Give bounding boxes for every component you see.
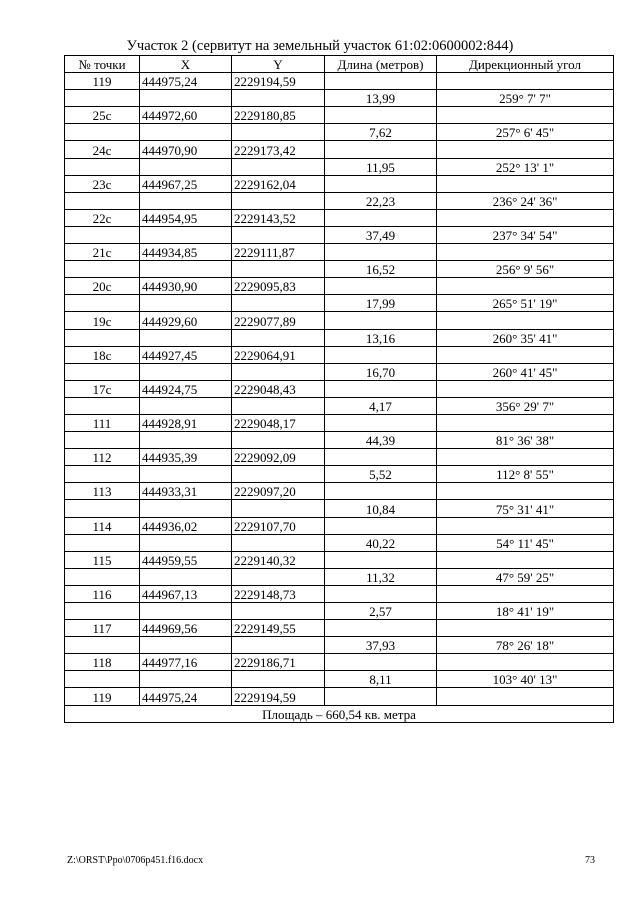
segment-angle: 47° 59' 25" [437,568,614,585]
point-x: 444959,55 [140,551,232,568]
empty-cell [65,158,140,175]
header-y: Y [232,56,325,73]
table-row [65,175,614,192]
segment-length: 7,62 [325,124,437,141]
segment-length: 13,16 [325,329,437,346]
table-row [65,483,614,500]
table-body [65,73,614,705]
segment-row [65,603,614,620]
point-number: 119 [65,73,140,90]
table-title: Участок 2 (сервитут на земельный участок 61:02:0600002:844) [126,38,514,54]
segment-length: 8,11 [325,671,437,688]
segment-angle: 257° 6' 45" [437,124,614,141]
empty-cell [437,244,614,261]
empty-cell [232,363,325,380]
segment-row [65,295,614,312]
empty-cell [437,483,614,500]
segment-row [65,671,614,688]
table-row [65,278,614,295]
segment-length: 10,84 [325,500,437,517]
empty-cell [232,192,325,209]
point-x: 444975,24 [140,73,232,90]
empty-cell [437,414,614,431]
table-row [65,517,614,534]
empty-cell [65,363,140,380]
point-number: 113 [65,483,140,500]
point-x: 444934,85 [140,244,232,261]
empty-cell [65,295,140,312]
empty-cell [65,534,140,551]
segment-angle: 260° 35' 41" [437,329,614,346]
point-x: 444930,90 [140,278,232,295]
segment-row [65,466,614,483]
empty-cell [140,158,232,175]
empty-cell [325,175,437,192]
segment-length: 11,95 [325,158,437,175]
segment-angle: 260° 41' 45" [437,363,614,380]
point-y: 2229095,83 [232,278,325,295]
empty-cell [325,209,437,226]
empty-cell [325,585,437,602]
empty-cell [140,671,232,688]
empty-cell [140,397,232,414]
segment-angle: 81° 36' 38" [437,432,614,449]
point-x: 444972,60 [140,107,232,124]
point-number: 17с [65,380,140,397]
empty-cell [140,226,232,243]
segment-row [65,500,614,517]
empty-cell [325,551,437,568]
empty-cell [140,192,232,209]
segment-length: 16,52 [325,261,437,278]
empty-cell [437,278,614,295]
point-x: 444929,60 [140,312,232,329]
empty-cell [65,192,140,209]
empty-cell [65,432,140,449]
empty-cell [232,603,325,620]
empty-cell [325,380,437,397]
empty-cell [325,73,437,90]
point-number: 115 [65,551,140,568]
empty-cell [232,534,325,551]
table-row [65,312,614,329]
point-number: 24с [65,141,140,158]
empty-cell [325,414,437,431]
empty-cell [437,346,614,363]
empty-cell [65,329,140,346]
table-row [65,654,614,671]
empty-cell [437,380,614,397]
point-x: 444977,16 [140,654,232,671]
segment-row [65,534,614,551]
empty-cell [65,568,140,585]
empty-cell [140,329,232,346]
empty-cell [232,261,325,278]
empty-cell [437,209,614,226]
point-y: 2229173,42 [232,141,325,158]
empty-cell [325,654,437,671]
header-point-number: № точки [65,56,140,73]
empty-cell [325,688,437,705]
empty-cell [65,261,140,278]
footer-page-number: 73 [585,855,595,866]
point-x: 444928,91 [140,414,232,431]
table-row [65,244,614,261]
empty-cell [140,363,232,380]
point-number: 21с [65,244,140,261]
segment-row [65,637,614,654]
point-y: 2229092,09 [232,449,325,466]
point-x: 444933,31 [140,483,232,500]
point-y: 2229048,43 [232,380,325,397]
header-row [65,56,614,73]
point-number: 19с [65,312,140,329]
point-y: 2229140,32 [232,551,325,568]
empty-cell [140,637,232,654]
table-row [65,107,614,124]
empty-cell [140,568,232,585]
table-row [65,141,614,158]
empty-cell [437,175,614,192]
segment-length: 13,99 [325,90,437,107]
point-y: 2229194,59 [232,73,325,90]
table-row [65,551,614,568]
point-y: 2229111,87 [232,244,325,261]
point-x: 444936,02 [140,517,232,534]
empty-cell [325,449,437,466]
empty-cell [437,688,614,705]
point-number: 25с [65,107,140,124]
empty-cell [65,226,140,243]
point-x: 444927,45 [140,346,232,363]
segment-angle: 237° 34' 54" [437,226,614,243]
empty-cell [232,397,325,414]
table-row [65,449,614,466]
segment-angle: 54° 11' 45" [437,534,614,551]
empty-cell [65,90,140,107]
segment-row [65,124,614,141]
point-x: 444975,24 [140,688,232,705]
point-x: 444924,75 [140,380,232,397]
empty-cell [232,158,325,175]
empty-cell [325,278,437,295]
segment-angle: 236° 24' 36" [437,192,614,209]
empty-cell [437,551,614,568]
empty-cell [140,124,232,141]
empty-cell [140,534,232,551]
table-row [65,620,614,637]
empty-cell [437,654,614,671]
empty-cell [437,517,614,534]
point-x: 444970,90 [140,141,232,158]
segment-length: 22,23 [325,192,437,209]
empty-cell [437,620,614,637]
empty-cell [437,141,614,158]
segment-length: 16,70 [325,363,437,380]
empty-cell [65,500,140,517]
point-number: 20с [65,278,140,295]
segment-angle: 252° 13' 1" [437,158,614,175]
segment-angle: 265° 51' 19" [437,295,614,312]
segment-row [65,261,614,278]
empty-cell [437,73,614,90]
segment-length: 44,39 [325,432,437,449]
empty-cell [232,500,325,517]
empty-cell [140,603,232,620]
segment-length: 2,57 [325,603,437,620]
empty-cell [232,226,325,243]
empty-cell [325,312,437,329]
segment-length: 4,17 [325,397,437,414]
segment-row [65,568,614,585]
empty-cell [140,466,232,483]
point-number: 112 [65,449,140,466]
empty-cell [325,141,437,158]
empty-cell [437,449,614,466]
segment-length: 11,32 [325,568,437,585]
empty-cell [437,312,614,329]
segment-length: 37,49 [325,226,437,243]
segment-row [65,158,614,175]
segment-angle: 256° 9' 56" [437,261,614,278]
table-row [65,73,614,90]
segment-row [65,329,614,346]
table-row [65,209,614,226]
point-y: 2229162,04 [232,175,325,192]
empty-cell [437,107,614,124]
header-length: Длина (метров) [325,56,437,73]
point-number: 116 [65,585,140,602]
empty-cell [325,346,437,363]
empty-cell [325,107,437,124]
table-header [65,56,614,73]
point-x: 444954,95 [140,209,232,226]
segment-angle: 356° 29' 7" [437,397,614,414]
segment-row [65,226,614,243]
point-y: 2229186,71 [232,654,325,671]
empty-cell [232,568,325,585]
point-number: 111 [65,414,140,431]
point-x: 444967,13 [140,585,232,602]
empty-cell [232,295,325,312]
area-cell: Площадь – 660,54 кв. метра [65,705,614,722]
empty-cell [65,637,140,654]
empty-cell [65,124,140,141]
point-x: 444935,39 [140,449,232,466]
empty-cell [65,603,140,620]
point-y: 2229048,17 [232,414,325,431]
segment-length: 37,93 [325,637,437,654]
segment-length: 40,22 [325,534,437,551]
point-number: 118 [65,654,140,671]
area-row [65,705,614,722]
empty-cell [65,671,140,688]
empty-cell [232,124,325,141]
empty-cell [140,90,232,107]
point-number: 119 [65,688,140,705]
segment-row [65,192,614,209]
table-row [65,346,614,363]
point-number: 114 [65,517,140,534]
empty-cell [65,397,140,414]
empty-cell [140,295,232,312]
header-direction-angle: Дирекционный угол [437,56,614,73]
segment-angle: 18° 41' 19" [437,603,614,620]
empty-cell [232,671,325,688]
empty-cell [325,517,437,534]
point-x: 444969,56 [140,620,232,637]
point-number: 117 [65,620,140,637]
segment-row [65,432,614,449]
segment-length: 17,99 [325,295,437,312]
point-y: 2229107,70 [232,517,325,534]
empty-cell [325,483,437,500]
point-number: 22с [65,209,140,226]
segment-angle: 259° 7' 7" [437,90,614,107]
empty-cell [232,432,325,449]
segment-angle: 103° 40' 13" [437,671,614,688]
empty-cell [140,432,232,449]
segment-angle: 112° 8' 55" [437,466,614,483]
empty-cell [325,620,437,637]
table-row [65,380,614,397]
table-row [65,585,614,602]
point-y: 2229180,85 [232,107,325,124]
empty-cell [232,329,325,346]
point-number: 23с [65,175,140,192]
empty-cell [232,466,325,483]
point-x: 444967,25 [140,175,232,192]
footer-file-path: Z:\ORST\Ppo\0706p451.f16.docx [67,855,204,866]
coordinates-table [64,55,614,723]
segment-angle: 75° 31' 41" [437,500,614,517]
point-y: 2229097,20 [232,483,325,500]
segment-row [65,397,614,414]
segment-row [65,363,614,380]
empty-cell [232,90,325,107]
point-y: 2229149,55 [232,620,325,637]
point-y: 2229077,89 [232,312,325,329]
point-number: 18с [65,346,140,363]
point-y: 2229064,91 [232,346,325,363]
segment-row [65,90,614,107]
empty-cell [325,244,437,261]
empty-cell [232,637,325,654]
header-x: X [140,56,232,73]
empty-cell [437,585,614,602]
empty-cell [140,261,232,278]
point-y: 2229148,73 [232,585,325,602]
empty-cell [140,500,232,517]
segment-length: 5,52 [325,466,437,483]
segment-angle: 78° 26' 18" [437,637,614,654]
point-y: 2229143,52 [232,209,325,226]
table-row [65,414,614,431]
empty-cell [65,466,140,483]
table-row [65,688,614,705]
point-y: 2229194,59 [232,688,325,705]
